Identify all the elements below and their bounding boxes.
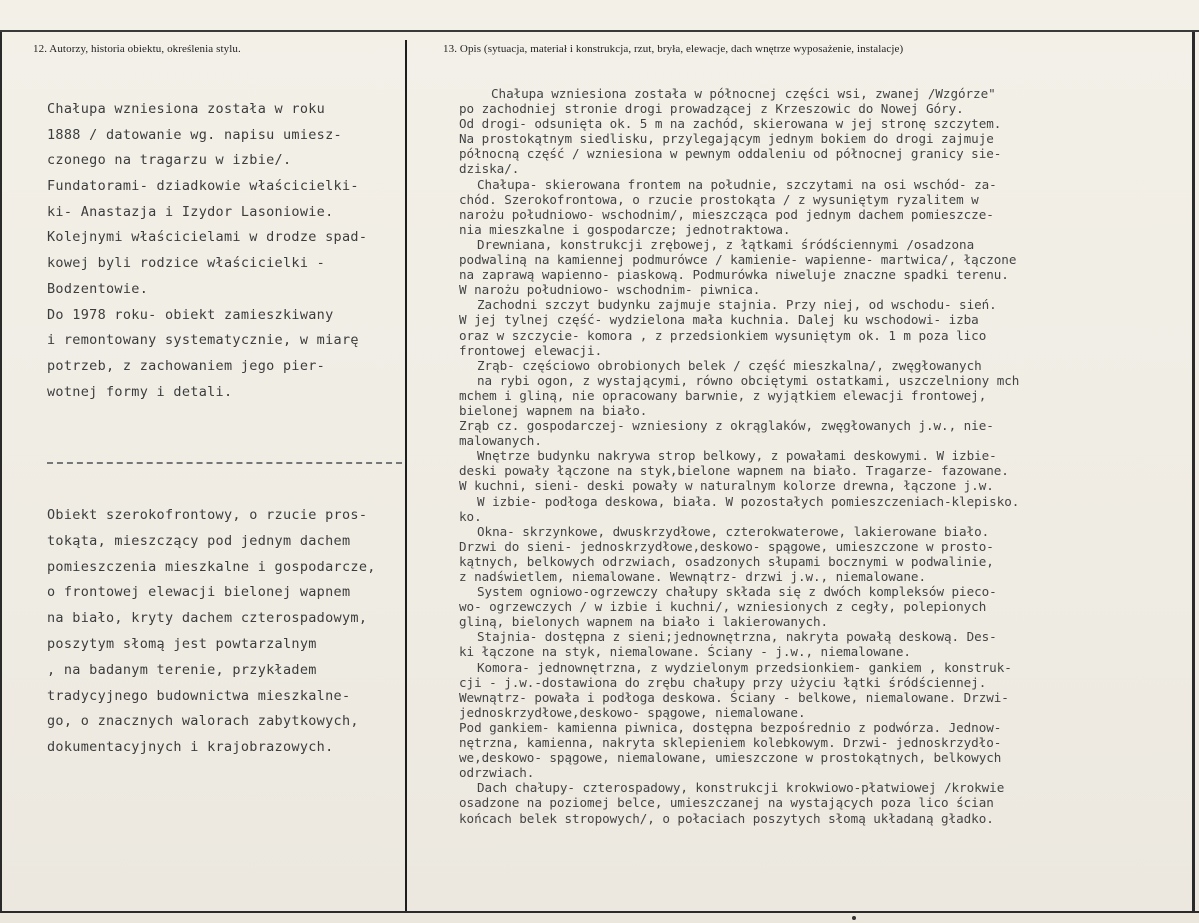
text-line: pomieszczenia mieszkalne i gospodarcze, xyxy=(47,558,376,575)
text-line: na rybi ogon, z wystającymi, równo obciętymi ostatkami, uszczelniony mch xyxy=(477,372,1020,388)
text-line: odrzwiach. xyxy=(459,765,535,781)
text-line: System ogniowo-ogrzewczy chałupy składa się z dwóch kompleksów pieco- xyxy=(477,584,997,600)
text-line: Kolejnymi właścicielami w drodze spad- xyxy=(47,229,368,246)
text-line: deski powały łączone na styk,bielone wapnem na biało. Tragarze- fazowane. xyxy=(459,463,1009,479)
section-12-heading: 12. Autorzy, historia obiektu, określenia stylu. xyxy=(33,43,241,55)
text-line: po zachodniej stronie drogi prowadzącej z Krzeszowic do Nowej Góry. xyxy=(459,101,964,117)
text-line: potrzeb, z zachowaniem jego pier- xyxy=(47,357,326,374)
text-line: Dach chałupy- czterospadowy, konstrukcji krokwiowo-płatwiowej /krokwie xyxy=(477,780,1005,796)
text-line: Fundatorami- dziadkowie właścicielki- xyxy=(47,178,359,195)
text-line: wotnej formy i detali. xyxy=(47,383,233,400)
text-line: Od drogi- odsunięta ok. 5 m na zachód, skierowana w jej stronę szczytem. xyxy=(459,116,1002,132)
text-line: , na badanym terenie, przykładem xyxy=(47,661,317,678)
text-line: na zaprawą wapienno- piaskową. Podmurówka niweluje znaczne spadki terenu. xyxy=(459,267,1009,283)
text-line: Chałupa wzniesiona została w północnej części wsi, zwanej /Wzgórze" xyxy=(491,86,996,101)
text-line: Zrąb cz. gospodarczej- wzniesiony z okrąglaków, zwęgłowanych j.w., nie- xyxy=(459,418,994,434)
text-line: Do 1978 roku- obiekt zamieszkiwany xyxy=(47,306,334,323)
text-line: Okna- skrzynkowe, dwuskrzydłowe, czterokwaterowe, lakierowane biało. xyxy=(477,523,990,539)
text-line: narożu południowo- wschodnim/, mieszcząca pod jednym dachem pomieszcze- xyxy=(459,206,994,222)
text-line: osadzone na poziomej belce, umieszczanej na wystających poza lico ścian xyxy=(459,795,994,811)
text-line: Komora- jednownętrzna, z wydzielonym przedsionkiem- gankiem , konstruk- xyxy=(477,659,1012,675)
text-line: ki- Anastazja i Izydor Lasoniowie. xyxy=(47,203,334,220)
text-line: Obiekt szerokofrontowy, o rzucie pros- xyxy=(47,507,368,523)
text-line: jednoskrzydłowe,deskowo- spągowe, niemalowane. xyxy=(459,704,806,720)
text-line: Drzwi do sieni- jednoskrzydłowe,deskowo- spągowe, umieszczone w prosto- xyxy=(459,538,994,554)
text-line: frontowej elewacji. xyxy=(459,342,603,358)
text-line: północną część / wzniesiona w pewnym oddaleniu od północnej granicy sie- xyxy=(459,146,1002,162)
text-line: nętrzna, kamienna, nakryta sklepieniem kolebkowym. Drzwi- jednoskrzydło- xyxy=(459,735,1002,751)
text-line: gliną, bielonych wapnem na biało i lakierowanych. xyxy=(459,614,829,630)
text-line: chód. Szerokofrontowa, o rzucie prostokąta / z wysuniętym ryzalitem w xyxy=(459,191,979,207)
text-line: poszytym słomą jest powtarzalnym xyxy=(47,635,317,652)
text-line: Chałupa- skierowana frontem na południe, szczytami na osi wschód- za- xyxy=(477,176,997,192)
text-line: go, o znacznych walorach zabytkowych, xyxy=(47,713,359,730)
top-rule xyxy=(0,30,1199,32)
history-text xyxy=(47,97,367,405)
text-line: W narożu południowo- wschodnim- piwnica. xyxy=(459,282,761,298)
text-line: końcach belek stropowych/, o połaciach poszytych słomą układaną gładko. xyxy=(459,810,994,826)
text-line: Na prostokątnym siedlisku, przylegającym jednym bokiem do drogi zajmuje xyxy=(459,131,994,147)
text-line: 1888 / datowanie wg. napisu umiesz- xyxy=(47,126,342,143)
text-line: nia mieszkalne i gospodarcze; jednotraktowa. xyxy=(459,221,791,237)
text-line: Drewniana, konstrukcji zrębowej, z łątkami śródściennymi /osadzona xyxy=(477,236,975,252)
text-line: czonego na tragarzu w izbie/. xyxy=(47,152,292,169)
text-line: bielonej wapnem na biało. xyxy=(459,402,648,418)
text-line: oraz w szczycie- komora , z przedsionkiem wysuniętym ok. 1 m poza lico xyxy=(459,327,987,343)
text-line: Wnętrze budynku nakrywa strop belkowy, z powałami deskowymi. W izbie- xyxy=(477,448,997,464)
text-line: dokumentacyjnych i krajobrazowych. xyxy=(47,739,334,756)
dashed-separator xyxy=(47,462,402,464)
text-line: Stajnia- dostępna z sieni;jednownętrzna, nakryta powałą deskową. Des- xyxy=(477,629,997,645)
text-line: we,deskowo- spągowe, niemalowane, umieszczone w prostokątnych, belkowych xyxy=(459,750,1002,766)
text-line: z nadświetlem, niemalowane. Wewnątrz- drzwi j.w., niemalowane. xyxy=(459,569,926,584)
text-line: tradycyjnego budownictwa mieszkalne- xyxy=(47,687,351,704)
ink-dot xyxy=(852,916,856,920)
text-line: Wewnątrz- powała i podłoga deskowa. Ściany - belkowe, niemalowane. Drzwi- xyxy=(459,689,1009,705)
section-13-heading: 13. Opis (sytuacja, materiał i konstrukcja, rzut, bryła, elewacje, dach wnętrze wyposażenie, instalacje) xyxy=(443,43,904,55)
text-line: kowej byli rodzice właścicielki - xyxy=(47,255,326,272)
text-line: Zrąb- częściowo obrobionych belek / część mieszkalna/, zwęgłowanych xyxy=(477,357,982,373)
text-line: Zachodni szczyt budynku zajmuje stajnia. Przy niej, od wschodu- sień. xyxy=(477,297,997,313)
text-line: malowanych. xyxy=(459,433,542,449)
text-line: ko. xyxy=(459,508,482,524)
page-bottom-edge xyxy=(0,913,1199,923)
style-text xyxy=(47,503,376,761)
text-line: podwaliną na kamiennej podmurówce / kamienie- wapienne- martwica/, łączone xyxy=(459,252,1017,268)
text-line: Pod gankiem- kamienna piwnica, dostępna bezpośrednio z podwórza. Jednow- xyxy=(459,719,1002,735)
description-text xyxy=(459,86,1194,826)
text-line: ki łączone na styk, niemalowane. Ściany - j.w., niemalowane. xyxy=(459,644,911,660)
text-line: dziska/. xyxy=(459,161,520,177)
text-line: Bodzentowie. xyxy=(47,280,149,297)
column-divider xyxy=(405,40,407,918)
text-line: tokąta, mieszczący pod jednym dachem xyxy=(47,532,351,549)
text-line: mchem i gliną, nie opracowany barwnie, z wyjątkiem elewacji frontowej, xyxy=(459,387,987,403)
text-line: cji - j.w.-dostawiona do zrębu chałupy przy użyciu łątki śródściennej. xyxy=(459,674,987,690)
text-line: Chałupa wzniesiona została w roku xyxy=(47,101,326,117)
text-line: kątnych, belkowych odrzwiach, osadzonych słupami bocznymi w podwalinie, xyxy=(459,553,994,569)
text-line: W kuchni, sieni- deski powały w naturalnym kolorze drewna, łączone j.w. xyxy=(459,478,994,494)
text-line: wo- ogrzewczych / w izbie i kuchni/, wzniesionych z cegły, polepionych xyxy=(459,599,987,615)
text-line: o frontowej elewacji bielonej wapnem xyxy=(47,584,351,601)
text-line: W jej tylnej część- wydzielona mała kuchnia. Dalej ku wschodowi- izba xyxy=(459,312,979,328)
text-line: na biało, kryty dachem czterospadowym, xyxy=(47,610,368,627)
text-line: W izbie- podłoga deskowa, biała. W pozostałych pomieszczeniach-klepisko. xyxy=(477,493,1020,509)
text-line: i remontowany systematycznie, w miarę xyxy=(47,332,359,349)
